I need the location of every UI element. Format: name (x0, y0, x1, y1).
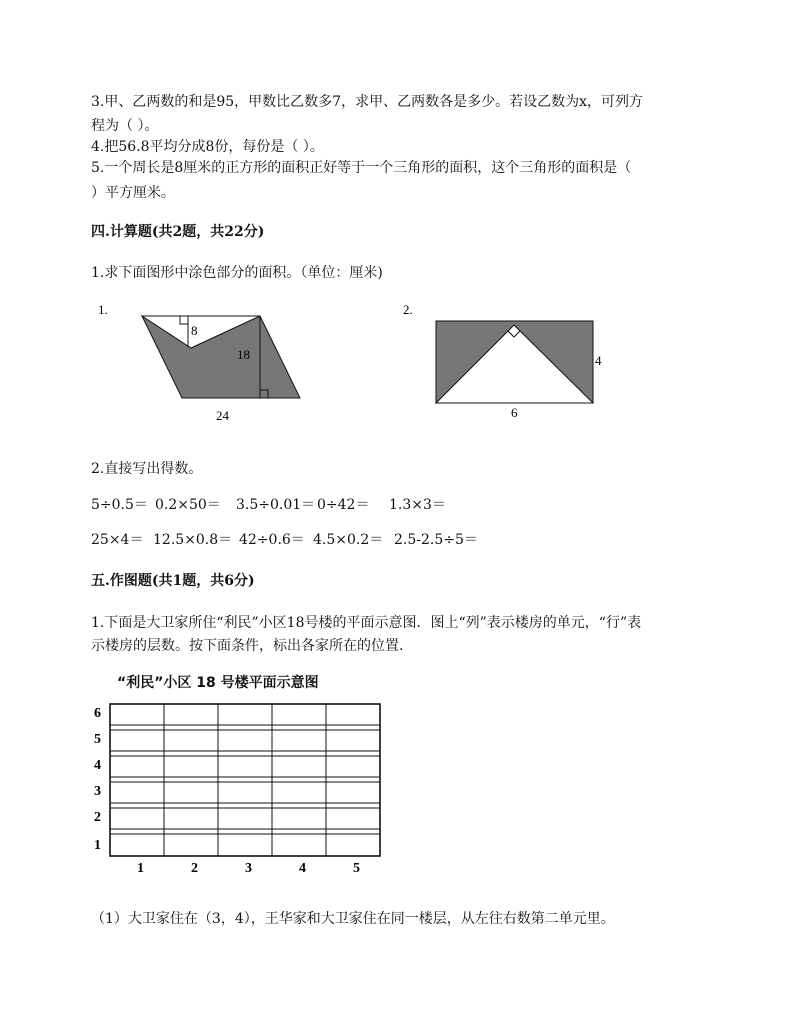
section4-title: 四.计算题(共2题，共22分) (91, 224, 265, 240)
grid-lines (110, 704, 380, 856)
calc-item: 3.5÷0.01＝ (236, 497, 316, 513)
col-label: 1 (137, 861, 144, 876)
calc-item: 5÷0.5＝ (91, 497, 148, 513)
row-label: 6 (94, 706, 101, 721)
dim-base: 24 (216, 408, 229, 423)
building-grid (90, 698, 390, 880)
section5-sub1: （1）大卫家住在（3，4），王华家和大卫家住在同一楼层，从左往右数第二单元里。 (91, 911, 615, 927)
q3-line1: 3.甲、乙两数的和是95，甲数比乙数多7，求甲、乙两数各是多少。若设乙数为x，可列方 (91, 94, 643, 110)
col-label: 2 (191, 861, 198, 876)
dim-height: 18 (237, 347, 250, 362)
q5-line2: ）平方厘米。 (91, 185, 175, 201)
row-label: 3 (94, 784, 101, 799)
row-label: 5 (94, 732, 101, 747)
q3-line2: 程为（ ）。 (91, 118, 159, 134)
figure-1-label: 1. (98, 302, 108, 317)
dim-triangle-height: 8 (191, 323, 198, 338)
section4-q2-text: 2.直接写出得数。 (91, 461, 203, 477)
calc-item: 4.5×0.2＝ (313, 532, 384, 548)
calc-item: 25×4＝ (91, 532, 144, 548)
figure-2-rectangle (395, 296, 615, 426)
q5-line1: 5.一个周长是8厘米的正方形的面积正好等于一个三角形的面积，这个三角形的面积是（ (91, 160, 632, 176)
figure-2-label: 2. (403, 302, 413, 317)
calc-item: 42÷0.6＝ (239, 532, 305, 548)
calc-item: 12.5×0.8＝ (153, 532, 233, 548)
q4: 4.把56.8平均分成8份，每份是（ ）。 (91, 139, 324, 155)
section5-title: 五.作图题(共1题，共6分) (91, 573, 255, 589)
section5-q1-line2: 示楼房的层数。按下面条件，标出各家所在的位置. (91, 638, 404, 654)
grid-title: “利民”小区 18 号楼平面示意图 (117, 675, 319, 691)
calc-item: 0.2×50＝ (155, 497, 221, 513)
dim-width: 6 (511, 405, 518, 420)
dim-height: 4 (595, 353, 602, 368)
section5-q1-line1: 1.下面是大卫家所住“利民”小区18号楼的平面示意图．图上“列”表示楼房的单元，“行”表 (91, 615, 642, 631)
row-label: 2 (94, 810, 101, 825)
calc-item: 2.5-2.5÷5＝ (394, 532, 478, 548)
col-label: 3 (245, 861, 252, 876)
col-label: 4 (299, 861, 306, 876)
col-label: 5 (353, 861, 360, 876)
figure-1-parallelogram (90, 296, 320, 426)
row-label: 4 (94, 758, 101, 773)
calc-item: 1.3×3＝ (389, 497, 446, 513)
calc-item: 0÷42＝ (317, 497, 370, 513)
row-label: 1 (94, 838, 101, 853)
section4-q1-text: 1.求下面图形中涂色部分的面积。（单位：厘米) (91, 265, 383, 281)
